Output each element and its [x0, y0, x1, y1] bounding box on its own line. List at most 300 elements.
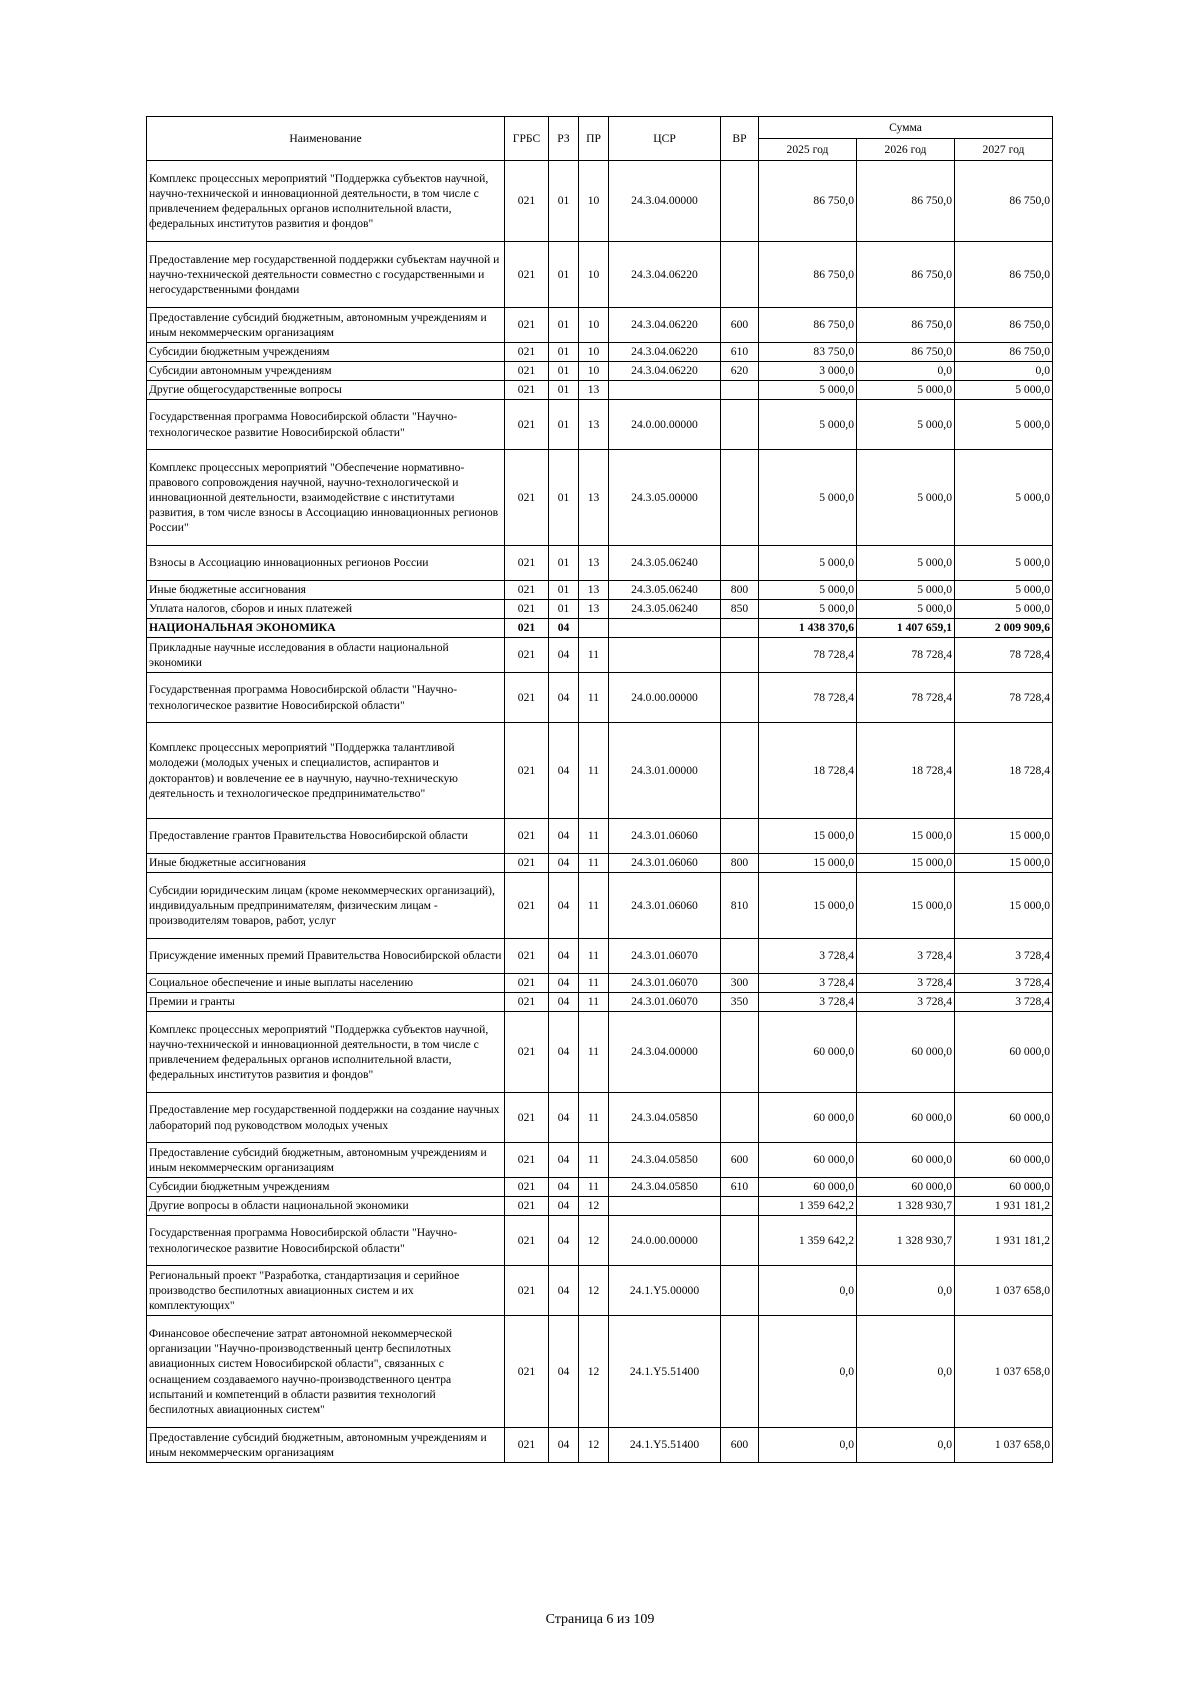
table-row: [147, 723, 1053, 819]
cell-rz: 04: [549, 1428, 579, 1463]
cell-sum-2026: 3 728,4: [857, 939, 955, 974]
cell-sum-2025: 5 000,0: [759, 581, 857, 600]
cell-grbs: 021: [505, 1316, 549, 1428]
cell-rz: 04: [549, 1178, 579, 1197]
cell-vr: 620: [721, 362, 759, 381]
cell-sum-2026: 0,0: [857, 1428, 955, 1463]
table-row: [147, 308, 1053, 343]
cell-sum-2027: 1 931 181,2: [955, 1216, 1053, 1266]
cell-sum-2027: 1 037 658,0: [955, 1266, 1053, 1316]
cell-sum-2026: 15 000,0: [857, 873, 955, 939]
cell-name: Социальное обеспечение и иные выплаты населению: [147, 974, 505, 993]
header-rz: РЗ: [549, 117, 579, 161]
cell-sum-2025: 5 000,0: [759, 381, 857, 400]
cell-grbs: 021: [505, 854, 549, 873]
cell-vr: 300: [721, 974, 759, 993]
table-row: [147, 161, 1053, 242]
cell-grbs: 021: [505, 1012, 549, 1093]
cell-sum-2026: 86 750,0: [857, 343, 955, 362]
cell-vr: [721, 242, 759, 308]
cell-rz: 01: [549, 381, 579, 400]
cell-pr: 10: [579, 308, 609, 343]
cell-csr: 24.3.01.00000: [609, 723, 721, 819]
table-row: [147, 242, 1053, 308]
cell-name: Иные бюджетные ассигнования: [147, 854, 505, 873]
cell-csr: 24.1.Y5.51400: [609, 1428, 721, 1463]
cell-sum-2025: 86 750,0: [759, 161, 857, 242]
cell-csr: 24.3.05.00000: [609, 450, 721, 546]
table-row: [147, 619, 1053, 638]
cell-vr: [721, 1012, 759, 1093]
cell-rz: 04: [549, 723, 579, 819]
cell-name: Региональный проект "Разработка, стандартизация и серийное производство беспилотных авиационных систем и их комплектующих": [147, 1266, 505, 1316]
cell-sum-2027: 86 750,0: [955, 308, 1053, 343]
header-year-2026: 2026 год: [857, 139, 955, 161]
cell-rz: 04: [549, 673, 579, 723]
cell-csr: [609, 381, 721, 400]
cell-name: Субсидии бюджетным учреждениям: [147, 1178, 505, 1197]
cell-vr: 600: [721, 308, 759, 343]
cell-grbs: 021: [505, 1197, 549, 1216]
table-row: [147, 819, 1053, 854]
cell-sum-2026: 5 000,0: [857, 450, 955, 546]
cell-sum-2026: 15 000,0: [857, 819, 955, 854]
cell-rz: 04: [549, 1012, 579, 1093]
cell-grbs: 021: [505, 343, 549, 362]
cell-vr: 350: [721, 993, 759, 1012]
cell-sum-2025: 60 000,0: [759, 1093, 857, 1143]
cell-sum-2026: 86 750,0: [857, 161, 955, 242]
cell-name: Иные бюджетные ассигнования: [147, 581, 505, 600]
cell-sum-2025: 3 728,4: [759, 993, 857, 1012]
cell-pr: 12: [579, 1266, 609, 1316]
cell-csr: [609, 1197, 721, 1216]
cell-pr: 11: [579, 1012, 609, 1093]
cell-vr: 610: [721, 343, 759, 362]
cell-rz: 01: [549, 308, 579, 343]
header-sum: Сумма: [759, 117, 1053, 139]
cell-sum-2025: 0,0: [759, 1266, 857, 1316]
header-name: Наименование: [147, 117, 505, 161]
cell-sum-2027: 5 000,0: [955, 546, 1053, 581]
cell-name: Комплекс процессных мероприятий "Поддержка субъектов научной, научно-технической и инновационной деятельности, в том числе с привлечением федеральных органов исполнительной власти, федеральных институтов развития и фондов": [147, 1012, 505, 1093]
cell-sum-2025: 15 000,0: [759, 873, 857, 939]
header-year-2027: 2027 год: [955, 139, 1053, 161]
cell-pr: [579, 619, 609, 638]
cell-grbs: 021: [505, 619, 549, 638]
cell-csr: 24.1.Y5.51400: [609, 1316, 721, 1428]
table-row: [147, 1178, 1053, 1197]
table-row: [147, 638, 1053, 673]
cell-pr: 13: [579, 450, 609, 546]
table-row: [147, 1216, 1053, 1266]
cell-grbs: 021: [505, 819, 549, 854]
cell-pr: 11: [579, 854, 609, 873]
cell-sum-2025: 3 000,0: [759, 362, 857, 381]
cell-pr: 11: [579, 1093, 609, 1143]
table-row: [147, 1012, 1053, 1093]
cell-sum-2025: 1 359 642,2: [759, 1216, 857, 1266]
cell-sum-2026: 78 728,4: [857, 673, 955, 723]
cell-sum-2026: 86 750,0: [857, 242, 955, 308]
cell-rz: 01: [549, 362, 579, 381]
cell-sum-2027: 1 931 181,2: [955, 1197, 1053, 1216]
table-row: [147, 974, 1053, 993]
cell-grbs: 021: [505, 1093, 549, 1143]
cell-sum-2026: 3 728,4: [857, 993, 955, 1012]
cell-sum-2027: 15 000,0: [955, 854, 1053, 873]
cell-pr: 12: [579, 1216, 609, 1266]
cell-sum-2027: 86 750,0: [955, 161, 1053, 242]
cell-grbs: 021: [505, 993, 549, 1012]
cell-pr: 12: [579, 1428, 609, 1463]
cell-csr: 24.3.04.05850: [609, 1178, 721, 1197]
cell-sum-2026: 60 000,0: [857, 1012, 955, 1093]
table-row: [147, 873, 1053, 939]
table-row: [147, 673, 1053, 723]
cell-sum-2025: 86 750,0: [759, 242, 857, 308]
cell-name: Уплата налогов, сборов и иных платежей: [147, 600, 505, 619]
cell-pr: 11: [579, 993, 609, 1012]
cell-sum-2025: 5 000,0: [759, 546, 857, 581]
cell-pr: 13: [579, 581, 609, 600]
cell-vr: [721, 1216, 759, 1266]
cell-rz: 04: [549, 1093, 579, 1143]
cell-rz: 01: [549, 600, 579, 619]
cell-grbs: 021: [505, 600, 549, 619]
cell-sum-2026: 60 000,0: [857, 1178, 955, 1197]
cell-sum-2025: 18 728,4: [759, 723, 857, 819]
cell-sum-2025: 83 750,0: [759, 343, 857, 362]
cell-csr: 24.3.04.00000: [609, 1012, 721, 1093]
cell-sum-2026: 78 728,4: [857, 638, 955, 673]
cell-grbs: 021: [505, 450, 549, 546]
cell-grbs: 021: [505, 546, 549, 581]
cell-name: Предоставление грантов Правительства Новосибирской области: [147, 819, 505, 854]
cell-sum-2025: 15 000,0: [759, 854, 857, 873]
cell-pr: 11: [579, 939, 609, 974]
cell-pr: 11: [579, 673, 609, 723]
cell-vr: [721, 723, 759, 819]
cell-name: Другие вопросы в области национальной экономики: [147, 1197, 505, 1216]
cell-grbs: 021: [505, 638, 549, 673]
cell-pr: 11: [579, 638, 609, 673]
cell-name: Субсидии бюджетным учреждениям: [147, 343, 505, 362]
cell-name: Комплекс процессных мероприятий "Поддержка субъектов научной, научно-технической и инновационной деятельности, в том числе с привлечением федеральных органов исполнительной власти, федеральных институтов развития и фондов": [147, 161, 505, 242]
cell-rz: 01: [549, 400, 579, 450]
cell-rz: 04: [549, 1316, 579, 1428]
cell-rz: 01: [549, 546, 579, 581]
cell-sum-2026: 15 000,0: [857, 854, 955, 873]
cell-rz: 04: [549, 854, 579, 873]
cell-name: Государственная программа Новосибирской области "Научно-технологическое развитие Новосибирской области": [147, 400, 505, 450]
cell-grbs: 021: [505, 1178, 549, 1197]
cell-rz: 04: [549, 939, 579, 974]
header-year-2025: 2025 год: [759, 139, 857, 161]
header-csr: ЦСР: [609, 117, 721, 161]
cell-pr: 13: [579, 546, 609, 581]
table-row: [147, 993, 1053, 1012]
cell-vr: [721, 381, 759, 400]
cell-sum-2025: 78 728,4: [759, 638, 857, 673]
cell-csr: 24.0.00.00000: [609, 673, 721, 723]
cell-csr: 24.3.04.05850: [609, 1093, 721, 1143]
cell-pr: 13: [579, 400, 609, 450]
cell-csr: 24.3.04.06220: [609, 362, 721, 381]
cell-sum-2026: 5 000,0: [857, 546, 955, 581]
cell-rz: 01: [549, 450, 579, 546]
table-row: [147, 400, 1053, 450]
cell-vr: 610: [721, 1178, 759, 1197]
cell-grbs: 021: [505, 362, 549, 381]
cell-rz: 01: [549, 343, 579, 362]
cell-pr: 11: [579, 1143, 609, 1178]
cell-csr: 24.3.01.06070: [609, 974, 721, 993]
cell-csr: [609, 619, 721, 638]
cell-name: Предоставление субсидий бюджетным, автономным учреждениям и иным некоммерческим организациям: [147, 1143, 505, 1178]
cell-pr: 12: [579, 1316, 609, 1428]
cell-pr: 10: [579, 161, 609, 242]
cell-sum-2027: 15 000,0: [955, 873, 1053, 939]
cell-csr: 24.3.05.06240: [609, 546, 721, 581]
cell-rz: 04: [549, 1266, 579, 1316]
table-row: [147, 600, 1053, 619]
cell-sum-2026: 5 000,0: [857, 600, 955, 619]
cell-sum-2025: 3 728,4: [759, 939, 857, 974]
cell-vr: [721, 1093, 759, 1143]
cell-vr: [721, 400, 759, 450]
cell-vr: [721, 673, 759, 723]
cell-vr: [721, 1266, 759, 1316]
cell-sum-2027: 60 000,0: [955, 1093, 1053, 1143]
cell-rz: 04: [549, 993, 579, 1012]
cell-sum-2027: 3 728,4: [955, 939, 1053, 974]
table-row: [147, 362, 1053, 381]
cell-sum-2027: 78 728,4: [955, 673, 1053, 723]
cell-sum-2027: 60 000,0: [955, 1012, 1053, 1093]
cell-pr: 11: [579, 1178, 609, 1197]
header-vr: ВР: [721, 117, 759, 161]
cell-sum-2026: 0,0: [857, 1266, 955, 1316]
cell-sum-2026: 60 000,0: [857, 1093, 955, 1143]
cell-name: Присуждение именных премий Правительства Новосибирской области: [147, 939, 505, 974]
cell-sum-2025: 5 000,0: [759, 450, 857, 546]
cell-sum-2027: 2 009 909,6: [955, 619, 1053, 638]
cell-rz: 04: [549, 619, 579, 638]
cell-name: Государственная программа Новосибирской области "Научно-технологическое развитие Новосибирской области": [147, 673, 505, 723]
table-row: [147, 1093, 1053, 1143]
cell-sum-2027: 0,0: [955, 362, 1053, 381]
cell-csr: 24.3.01.06070: [609, 939, 721, 974]
cell-name: Предоставление субсидий бюджетным, автономным учреждениям и иным некоммерческим организациям: [147, 1428, 505, 1463]
cell-name: Предоставление мер государственной поддержки на создание научных лабораторий под руководством молодых ученых: [147, 1093, 505, 1143]
cell-pr: 10: [579, 362, 609, 381]
budget-table-container: [146, 116, 1052, 1463]
cell-sum-2026: 86 750,0: [857, 308, 955, 343]
cell-rz: 04: [549, 1197, 579, 1216]
cell-sum-2027: 15 000,0: [955, 819, 1053, 854]
table-row: [147, 1197, 1053, 1216]
table-row: [147, 1428, 1053, 1463]
cell-rz: 04: [549, 819, 579, 854]
cell-sum-2025: 3 728,4: [759, 974, 857, 993]
cell-sum-2026: 5 000,0: [857, 581, 955, 600]
cell-vr: 800: [721, 581, 759, 600]
cell-sum-2027: 5 000,0: [955, 450, 1053, 546]
cell-vr: 600: [721, 1143, 759, 1178]
cell-vr: 810: [721, 873, 759, 939]
cell-name: НАЦИОНАЛЬНАЯ ЭКОНОМИКА: [147, 619, 505, 638]
cell-sum-2026: 3 728,4: [857, 974, 955, 993]
cell-name: Предоставление мер государственной поддержки субъектам научной и научно-технической деятельности совместно с государственными и негосударственными фондами: [147, 242, 505, 308]
cell-csr: 24.3.04.06220: [609, 242, 721, 308]
cell-rz: 04: [549, 638, 579, 673]
cell-name: Предоставление субсидий бюджетным, автономным учреждениям и иным некоммерческим организациям: [147, 308, 505, 343]
cell-grbs: 021: [505, 581, 549, 600]
table-row: [147, 381, 1053, 400]
cell-csr: 24.0.00.00000: [609, 400, 721, 450]
cell-pr: 11: [579, 974, 609, 993]
cell-rz: 01: [549, 581, 579, 600]
cell-pr: 13: [579, 381, 609, 400]
cell-grbs: 021: [505, 939, 549, 974]
cell-csr: 24.3.01.06070: [609, 993, 721, 1012]
table-row: [147, 1143, 1053, 1178]
cell-csr: 24.3.05.06240: [609, 600, 721, 619]
cell-csr: 24.3.04.00000: [609, 161, 721, 242]
cell-vr: [721, 819, 759, 854]
cell-grbs: 021: [505, 974, 549, 993]
cell-sum-2026: 1 328 930,7: [857, 1216, 955, 1266]
cell-grbs: 021: [505, 1216, 549, 1266]
cell-pr: 13: [579, 600, 609, 619]
cell-name: Комплекс процессных мероприятий "Обеспечение нормативно-правового сопровождения научной, научно-технологической и инновационной деятельности, взаимодействие с институтами развития, в том числе взносы в Ассоциацию инновационных регионов России": [147, 450, 505, 546]
cell-grbs: 021: [505, 1266, 549, 1316]
table-row: [147, 581, 1053, 600]
table-row: [147, 546, 1053, 581]
cell-sum-2025: 5 000,0: [759, 400, 857, 450]
cell-csr: [609, 638, 721, 673]
cell-rz: 01: [549, 161, 579, 242]
cell-vr: [721, 1316, 759, 1428]
cell-pr: 10: [579, 343, 609, 362]
header-pr: ПР: [579, 117, 609, 161]
table-body: [147, 161, 1053, 1463]
cell-sum-2025: 1 438 370,6: [759, 619, 857, 638]
cell-sum-2025: 1 359 642,2: [759, 1197, 857, 1216]
cell-csr: 24.3.01.06060: [609, 854, 721, 873]
cell-csr: 24.3.04.06220: [609, 343, 721, 362]
cell-vr: [721, 546, 759, 581]
cell-pr: 12: [579, 1197, 609, 1216]
cell-vr: [721, 161, 759, 242]
cell-rz: 04: [549, 873, 579, 939]
table-row: [147, 450, 1053, 546]
cell-vr: 850: [721, 600, 759, 619]
cell-sum-2025: 60 000,0: [759, 1143, 857, 1178]
cell-sum-2026: 5 000,0: [857, 400, 955, 450]
cell-grbs: 021: [505, 723, 549, 819]
cell-rz: 04: [549, 1216, 579, 1266]
cell-sum-2027: 5 000,0: [955, 400, 1053, 450]
cell-sum-2026: 5 000,0: [857, 381, 955, 400]
cell-sum-2027: 3 728,4: [955, 974, 1053, 993]
header-grbs: ГРБС: [505, 117, 549, 161]
budget-table: [146, 116, 1053, 1463]
cell-name: Прикладные научные исследования в области национальной экономики: [147, 638, 505, 673]
cell-sum-2026: 0,0: [857, 1316, 955, 1428]
cell-name: Государственная программа Новосибирской области "Научно-технологическое развитие Новосибирской области": [147, 1216, 505, 1266]
cell-csr: 24.3.01.06060: [609, 819, 721, 854]
cell-rz: 01: [549, 242, 579, 308]
cell-sum-2027: 60 000,0: [955, 1178, 1053, 1197]
table-row: [147, 1316, 1053, 1428]
cell-sum-2025: 5 000,0: [759, 600, 857, 619]
cell-name: Взносы в Ассоциацию инновационных регионов России: [147, 546, 505, 581]
cell-pr: 10: [579, 242, 609, 308]
cell-sum-2026: 1 407 659,1: [857, 619, 955, 638]
cell-pr: 11: [579, 819, 609, 854]
cell-sum-2025: 15 000,0: [759, 819, 857, 854]
cell-name: Премии и гранты: [147, 993, 505, 1012]
cell-sum-2025: 0,0: [759, 1428, 857, 1463]
cell-sum-2025: 86 750,0: [759, 308, 857, 343]
cell-grbs: 021: [505, 381, 549, 400]
cell-vr: 600: [721, 1428, 759, 1463]
cell-grbs: 021: [505, 242, 549, 308]
cell-grbs: 021: [505, 400, 549, 450]
table-header: [147, 117, 1053, 161]
cell-sum-2027: 3 728,4: [955, 993, 1053, 1012]
table-row: [147, 939, 1053, 974]
cell-name: Финансовое обеспечение затрат автономной некоммерческой организации "Научно-производственный центр беспилотных авиационных систем Новосибирской области", связанных с оснащением создаваемого научно-производственного центра испытаний и компетенций в области развития технологий беспилотных авиационных систем": [147, 1316, 505, 1428]
cell-sum-2026: 0,0: [857, 362, 955, 381]
table-row: [147, 343, 1053, 362]
cell-vr: [721, 1197, 759, 1216]
cell-csr: 24.3.01.06060: [609, 873, 721, 939]
cell-name: Другие общегосударственные вопросы: [147, 381, 505, 400]
cell-sum-2027: 5 000,0: [955, 581, 1053, 600]
cell-grbs: 021: [505, 873, 549, 939]
cell-rz: 04: [549, 974, 579, 993]
cell-pr: 11: [579, 873, 609, 939]
cell-grbs: 021: [505, 161, 549, 242]
cell-grbs: 021: [505, 673, 549, 723]
cell-csr: 24.0.00.00000: [609, 1216, 721, 1266]
cell-sum-2026: 18 728,4: [857, 723, 955, 819]
cell-sum-2027: 86 750,0: [955, 242, 1053, 308]
cell-name: Комплекс процессных мероприятий "Поддержка талантливой молодежи (молодых ученых и специалистов, аспирантов и докторантов) и вовлечение ее в научную, научно-техническую деятельность и технологическое предпринимательство": [147, 723, 505, 819]
cell-name: Субсидии юридическим лицам (кроме некоммерческих организаций), индивидуальным предпринимателям, физическим лицам - производителям товаров, работ, услуг: [147, 873, 505, 939]
cell-rz: 04: [549, 1143, 579, 1178]
cell-sum-2027: 18 728,4: [955, 723, 1053, 819]
cell-sum-2026: 1 328 930,7: [857, 1197, 955, 1216]
cell-vr: [721, 450, 759, 546]
cell-sum-2027: 86 750,0: [955, 343, 1053, 362]
cell-sum-2026: 60 000,0: [857, 1143, 955, 1178]
cell-csr: 24.1.Y5.00000: [609, 1266, 721, 1316]
cell-vr: [721, 638, 759, 673]
cell-grbs: 021: [505, 1428, 549, 1463]
page-number: Страница 6 из 109: [545, 1612, 655, 1627]
cell-sum-2027: 1 037 658,0: [955, 1428, 1053, 1463]
cell-csr: 24.3.04.05850: [609, 1143, 721, 1178]
cell-sum-2027: 78 728,4: [955, 638, 1053, 673]
table-row: [147, 854, 1053, 873]
cell-grbs: 021: [505, 1143, 549, 1178]
cell-vr: [721, 619, 759, 638]
cell-name: Субсидии автономным учреждениям: [147, 362, 505, 381]
